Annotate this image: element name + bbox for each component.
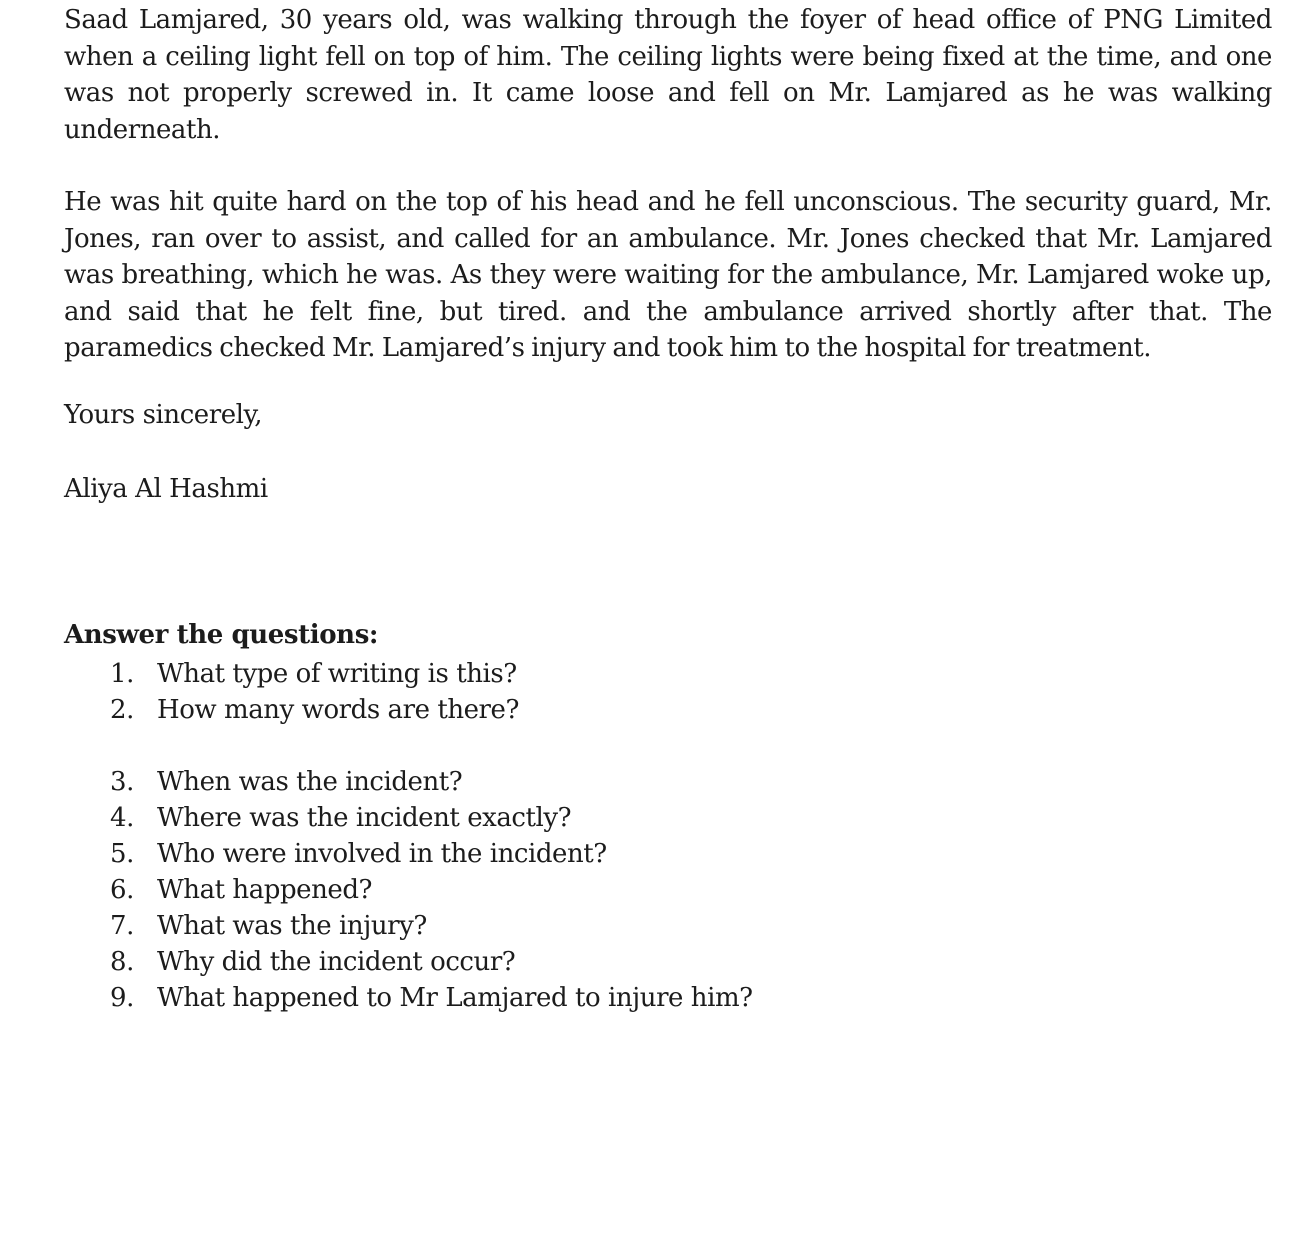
question-number: 5. <box>110 839 134 869</box>
question-number: 7. <box>110 911 134 941</box>
question-text: What was the injury? <box>157 911 427 941</box>
letter-signature: Aliya Al Hashmi <box>64 474 268 504</box>
question-text: When was the incident? <box>157 767 463 797</box>
question-text: Where was the incident exactly? <box>157 803 572 833</box>
question-text: How many words are there? <box>157 695 519 725</box>
question-number: 2. <box>110 695 134 725</box>
question-text: What happened to Mr Lamjared to injure him? <box>157 983 753 1013</box>
question-text: Why did the incident occur? <box>157 947 516 977</box>
question-number: 8. <box>110 947 134 977</box>
letter-paragraph-2: He was hit quite hard on the top of his head and he fell unconscious. The security guard, Mr. Jones, ran over to assist, and called for an ambulance. Mr. Jones checked that Mr. Lamjared was breathing, which he was. As they were waiting for the ambulance, Mr. Lamjared woke up, and said that he felt fine, but tired. and the ambulance arrived shortly after that. The paramedics checked Mr. Lamjared’s injury and took him to the hospital for treatment. <box>64 187 1272 363</box>
letter-paragraph-1: Saad Lamjared, 30 years old, was walking through the foyer of head office of PNG Limited when a ceiling light fell on top of him. The ceiling lights were being fixed at the time, and one was not properly screwed in. It came loose and fell on Mr. Lamjared as he was walking underneath. <box>64 5 1272 145</box>
question-text: What happened? <box>157 875 373 905</box>
question-number: 4. <box>110 803 134 833</box>
question-number: 9. <box>110 983 134 1013</box>
question-text: Who were involved in the incident? <box>157 839 607 869</box>
question-number: 3. <box>110 767 134 797</box>
questions-heading: Answer the questions: <box>64 620 379 650</box>
letter-closing: Yours sincerely, <box>64 400 263 430</box>
question-text: What type of writing is this? <box>157 659 517 689</box>
question-number: 1. <box>110 659 134 689</box>
question-number: 6. <box>110 875 134 905</box>
